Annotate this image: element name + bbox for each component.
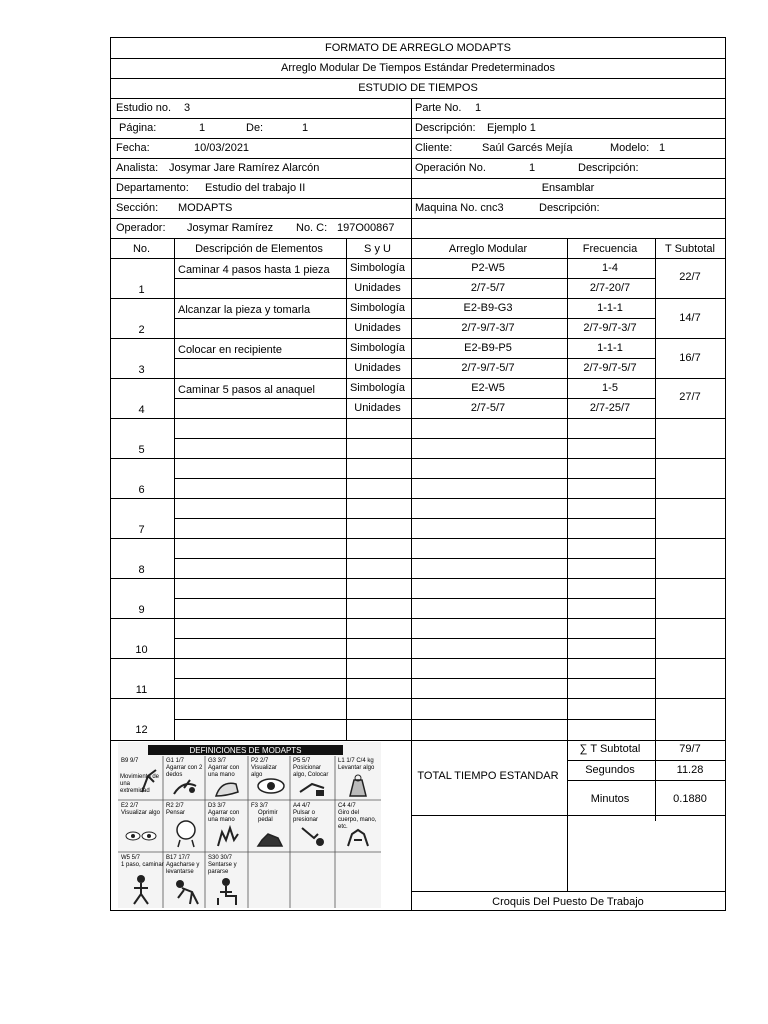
maquina-label: Maquina No. cnc3 — [415, 202, 504, 214]
modelo-value: 1 — [659, 142, 666, 154]
eye-icon — [256, 776, 286, 796]
descripcion2-label: Descripción: — [578, 162, 639, 174]
de-value: 1 — [302, 122, 309, 134]
simbologia-label: Simbología — [349, 262, 406, 274]
form-title: FORMATO DE ARREGLO MODAPTS — [324, 42, 511, 54]
simbologia-label: Simbología — [349, 342, 406, 354]
fecha-label: Fecha: — [116, 142, 150, 154]
def-code: R2 2/7 — [166, 803, 184, 809]
descripcion-label: Descripción: — [415, 122, 476, 134]
total-label: TOTAL TIEMPO ESTANDAR — [417, 770, 559, 782]
place-icon — [298, 778, 328, 798]
element-description: Colocar en recipiente — [178, 344, 282, 356]
def-text: Pensar — [166, 810, 186, 816]
row-no: 2 — [138, 324, 145, 336]
turn-icon — [344, 826, 374, 848]
header-descripcion: Descripción de Elementos — [195, 243, 323, 255]
element-description: Caminar 4 pasos hasta 1 pieza — [178, 264, 330, 276]
operador-label: Operador: — [116, 222, 166, 234]
frecuencia-unidades: 2/7-20/7 — [589, 282, 631, 294]
departamento-label: Departamento: — [116, 182, 189, 194]
press-icon — [298, 824, 328, 848]
de-label: De: — [246, 122, 264, 134]
row-subtotal: 14/7 — [679, 312, 701, 324]
def-code: E2 2/7 — [121, 803, 139, 809]
arreglo-simbologia: E2-W5 — [471, 382, 505, 394]
def-text: 1 paso, caminar — [121, 862, 164, 868]
header-no: No. — [132, 243, 151, 255]
seccion-value: MODAPTS — [178, 202, 233, 214]
def-text: Agacharse y levantarse — [166, 862, 200, 875]
descripcion-value: Ejemplo 1 — [487, 122, 536, 134]
def-code: G1 1/7 — [166, 758, 185, 764]
modapts-definitions-image — [118, 742, 381, 908]
def-text: Levantar algo — [338, 765, 375, 771]
def-text: Visualizar algo — [121, 810, 160, 816]
def-code: G3 3/7 — [208, 758, 227, 764]
row-no: 7 — [138, 524, 145, 536]
row-no: 1 — [138, 284, 145, 296]
unidades-label: Unidades — [354, 362, 401, 374]
def-code: P2 2/7 — [251, 758, 269, 764]
frecuencia-simbologia: 1-5 — [602, 382, 618, 394]
operation-name: Ensamblar — [541, 182, 595, 194]
arreglo-unidades: 2/7-5/7 — [470, 402, 506, 414]
arm-icon — [138, 764, 160, 794]
frecuencia-unidades: 2/7-9/7-3/7 — [583, 322, 637, 334]
frecuencia-unidades: 2/7-9/7-5/7 — [583, 362, 637, 374]
def-text: Agarrar con una mano — [208, 810, 240, 823]
cliente-value: Saúl Garcés Mejía — [482, 142, 573, 154]
row-no: 3 — [138, 364, 145, 376]
frecuencia-simbologia: 1-1-1 — [597, 302, 623, 314]
def-text: Oprimir pedal — [258, 810, 278, 823]
grab-icon — [214, 778, 242, 798]
subtotal-sum-label: ∑ T Subtotal — [579, 743, 641, 755]
row-no: 5 — [138, 444, 145, 456]
frecuencia-simbologia: 1-1-1 — [597, 342, 623, 354]
simbologia-label: Simbología — [349, 382, 406, 394]
hand-icon — [214, 824, 242, 848]
def-text: Giro del cuerpo, mano, etc. — [338, 810, 377, 830]
arreglo-simbologia: E2-B9-P5 — [464, 342, 512, 354]
def-text: Posicionar algo, Colocar — [293, 765, 329, 778]
parte-label: Parte No. — [415, 102, 462, 114]
estudio-label: Estudio no. — [116, 102, 172, 114]
pagina-label: Página: — [119, 122, 157, 134]
cliente-label: Cliente: — [415, 142, 453, 154]
noc-value: 197O00867 — [337, 222, 395, 234]
pedal-icon — [254, 826, 286, 848]
arreglo-simbologia: E2-B9-G3 — [463, 302, 513, 314]
seccion-label: Sección: — [116, 202, 159, 214]
segundos-label: Segundos — [585, 764, 635, 776]
analista-value: Josymar Jare Ramírez Alarcón — [169, 162, 320, 174]
def-code: F3 3/7 — [251, 803, 269, 809]
def-text: Pulsar o presionar — [293, 810, 319, 823]
simbologia-label: Simbología — [349, 302, 406, 314]
analista-label: Analista: — [116, 162, 159, 174]
think-icon — [172, 818, 200, 848]
element-description: Caminar 5 pasos al anaquel — [178, 384, 315, 396]
header-frecuencia: Frecuencia — [582, 243, 638, 255]
section-title: ESTUDIO DE TIEMPOS — [358, 82, 478, 94]
def-code: C4 4/7 — [338, 803, 356, 809]
form-subtitle: Arreglo Modular De Tiempos Estándar Predeterminados — [281, 62, 555, 74]
row-no: 12 — [135, 724, 148, 736]
row-subtotal: 22/7 — [679, 271, 701, 283]
noc-label: No. C: — [296, 222, 328, 234]
row-subtotal: 16/7 — [679, 352, 701, 364]
segundos-value: 11.28 — [676, 764, 704, 776]
def-text: Agarrar con una mano — [208, 765, 240, 778]
operacion-label: Operación No. — [415, 162, 486, 174]
eyes-icon — [124, 828, 158, 844]
arreglo-unidades: 2/7-9/7-5/7 — [461, 362, 515, 374]
def-text: Movimiento de una extremidad — [120, 774, 160, 794]
row-no: 10 — [135, 644, 148, 656]
row-no: 9 — [138, 604, 145, 616]
row-no: 11 — [135, 684, 148, 696]
def-code: D3 3/7 — [208, 803, 226, 809]
header-arreglo: Arreglo Modular — [448, 243, 528, 255]
frecuencia-unidades: 2/7-25/7 — [589, 402, 631, 414]
def-code: B9 9/7 — [121, 758, 139, 764]
walk-icon — [126, 874, 156, 906]
row-no: 4 — [138, 404, 145, 416]
def-code: L1 1/7 C/4 kg — [338, 758, 374, 764]
operador-value: Josymar Ramírez — [187, 222, 274, 234]
arreglo-simbologia: P2-W5 — [471, 262, 505, 274]
header-syu: S y U — [364, 243, 391, 255]
pagina-value: 1 — [199, 122, 206, 134]
arreglo-unidades: 2/7-5/7 — [470, 282, 506, 294]
def-text: Visualizar algo — [251, 765, 277, 778]
element-description: Alcanzar la pieza y tomarla — [178, 304, 311, 316]
row-no: 6 — [138, 484, 145, 496]
minutos-value: 0.1880 — [673, 793, 707, 805]
bend-icon — [172, 876, 202, 906]
descripcion3-label: Descripción: — [539, 202, 600, 214]
def-text: Sentarse y pararse — [208, 862, 237, 875]
unidades-label: Unidades — [354, 282, 401, 294]
definitions-title: DEFINICIONES DE MODAPTS — [189, 746, 302, 755]
fecha-value: 10/03/2021 — [194, 142, 250, 154]
pinch-icon — [172, 778, 200, 798]
unidades-label: Unidades — [354, 402, 401, 414]
def-code: W5 5/7 — [121, 855, 141, 861]
croquis-label: Croquis Del Puesto De Trabajo — [492, 896, 644, 908]
estudio-value: 3 — [184, 102, 191, 114]
row-no: 8 — [138, 564, 145, 576]
row-subtotal: 27/7 — [679, 391, 701, 403]
operacion-value: 1 — [529, 162, 536, 174]
minutos-label: Minutos — [590, 793, 630, 805]
def-code: S30 30/7 — [208, 855, 233, 861]
def-code: P5 5/7 — [293, 758, 311, 764]
parte-value: 1 — [475, 102, 482, 114]
def-code: B17 17/7 — [166, 855, 191, 861]
header-subtotal: T Subtotal — [665, 243, 715, 255]
sit-icon — [214, 876, 244, 906]
frecuencia-simbologia: 1-4 — [602, 262, 618, 274]
modelo-label: Modelo: — [610, 142, 650, 154]
weight-icon — [344, 774, 372, 798]
def-code: A4 4/7 — [293, 803, 311, 809]
def-text: Agarrar con 2 dedos — [166, 765, 203, 778]
arreglo-unidades: 2/7-9/7-3/7 — [461, 322, 515, 334]
subtotal-sum-value: 79/7 — [679, 743, 701, 755]
unidades-label: Unidades — [354, 322, 401, 334]
departamento-value: Estudio del trabajo II — [205, 182, 306, 194]
